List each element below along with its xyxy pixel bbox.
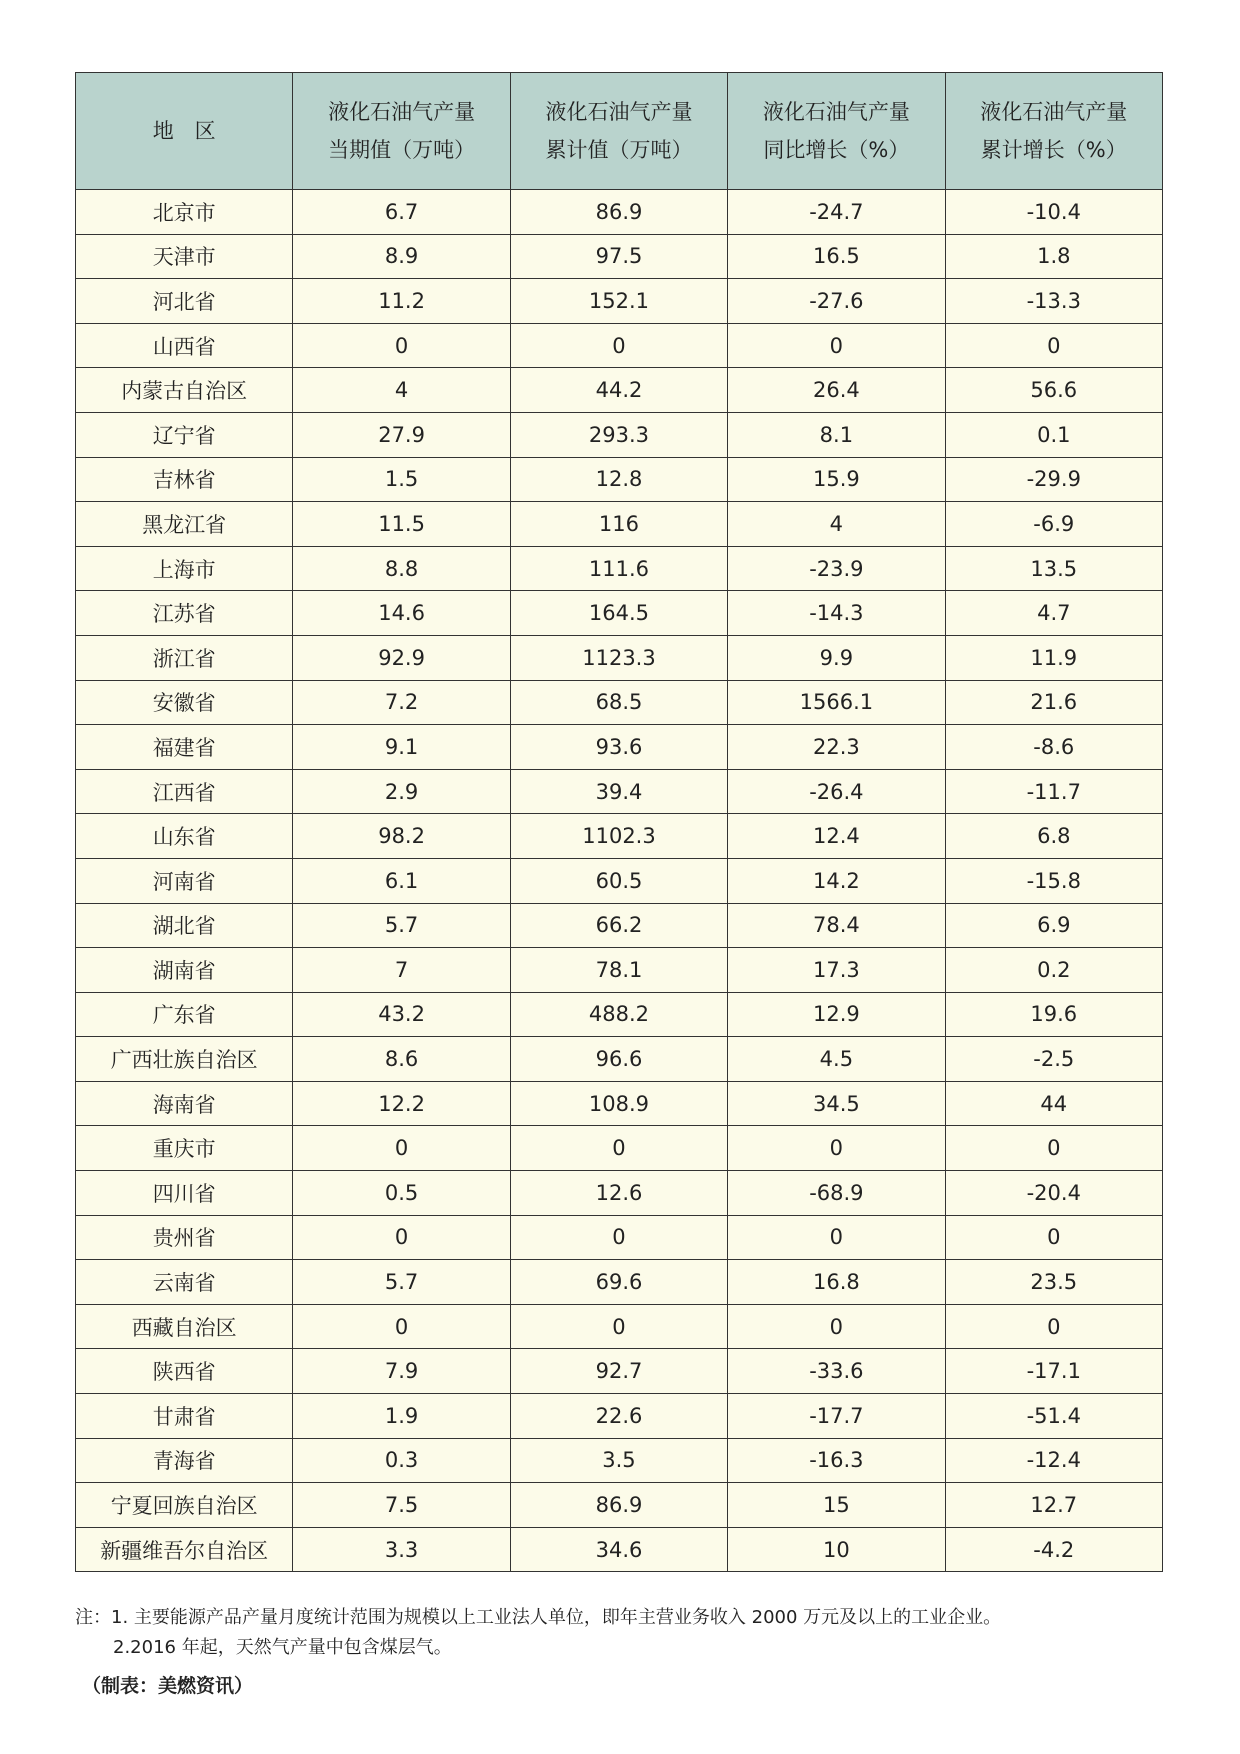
yoy-growth-cell: 0 xyxy=(728,1126,945,1171)
table-row xyxy=(76,591,1163,636)
yoy-growth-cell: 4 xyxy=(728,502,945,547)
table-row xyxy=(76,1081,1163,1126)
table-row xyxy=(76,234,1163,279)
cumulative-growth-cell: -4.2 xyxy=(945,1527,1162,1572)
cumulative-growth-cell: 11.9 xyxy=(945,635,1162,680)
table-row xyxy=(76,635,1163,680)
table-row xyxy=(76,412,1163,457)
table-row xyxy=(76,546,1163,591)
table-row xyxy=(76,1394,1163,1439)
cumulative-growth-cell: 56.6 xyxy=(945,368,1162,413)
cumulative-output-cell: 86.9 xyxy=(510,190,727,235)
table-row xyxy=(76,1215,1163,1260)
table-row xyxy=(76,725,1163,770)
cumulative-growth-cell: 21.6 xyxy=(945,680,1162,725)
table-row xyxy=(76,1126,1163,1171)
cumulative-output-cell: 12.6 xyxy=(510,1171,727,1216)
yoy-growth-cell: -24.7 xyxy=(728,190,945,235)
yoy-growth-cell: 12.9 xyxy=(728,992,945,1037)
header-label-line1: 液化石油气产量 xyxy=(980,100,1128,124)
yoy-growth-cell: 12.4 xyxy=(728,814,945,859)
table-row xyxy=(76,858,1163,903)
yoy-growth-cell: -17.7 xyxy=(728,1394,945,1439)
cumulative-growth-cell: 0 xyxy=(945,1215,1162,1260)
yoy-growth-cell: -68.9 xyxy=(728,1171,945,1216)
current-output-cell: 8.9 xyxy=(293,234,510,279)
header-label-line2: 当期值（万吨） xyxy=(328,138,476,162)
cumulative-growth-cell: -29.9 xyxy=(945,457,1162,502)
current-output-cell: 11.5 xyxy=(293,502,510,547)
table-row xyxy=(76,814,1163,859)
header-label-line2: 累计增长（%） xyxy=(980,138,1127,162)
cumulative-growth-cell: -17.1 xyxy=(945,1349,1162,1394)
cumulative-output-cell: 1102.3 xyxy=(510,814,727,859)
table-row xyxy=(76,1171,1163,1216)
cumulative-output-cell: 3.5 xyxy=(510,1438,727,1483)
current-output-cell: 7.9 xyxy=(293,1349,510,1394)
current-output-cell: 98.2 xyxy=(293,814,510,859)
yoy-growth-cell: -27.6 xyxy=(728,279,945,324)
table-row xyxy=(76,457,1163,502)
header-column-4 xyxy=(945,73,1162,190)
cumulative-output-cell: 68.5 xyxy=(510,680,727,725)
footnotes xyxy=(75,1603,1165,1663)
current-output-cell: 0.3 xyxy=(293,1438,510,1483)
current-output-cell: 12.2 xyxy=(293,1081,510,1126)
cumulative-growth-cell: -8.6 xyxy=(945,725,1162,770)
table-row xyxy=(76,1349,1163,1394)
cumulative-growth-cell: -13.3 xyxy=(945,279,1162,324)
region-cell: 上海市 xyxy=(76,546,293,591)
current-output-cell: 5.7 xyxy=(293,903,510,948)
footnote-2: 2.2016 年起，天然气产量中包含煤层气。 xyxy=(113,1637,452,1658)
current-output-cell: 4 xyxy=(293,368,510,413)
region-cell: 浙江省 xyxy=(76,635,293,680)
header-column-2 xyxy=(510,73,727,190)
region-cell: 天津市 xyxy=(76,234,293,279)
cumulative-growth-cell: -15.8 xyxy=(945,858,1162,903)
cumulative-growth-cell: 1.8 xyxy=(945,234,1162,279)
cumulative-output-cell: 488.2 xyxy=(510,992,727,1037)
header-label-line1: 地 区 xyxy=(152,119,216,143)
yoy-growth-cell: -16.3 xyxy=(728,1438,945,1483)
yoy-growth-cell: 15 xyxy=(728,1483,945,1528)
region-cell: 河北省 xyxy=(76,279,293,324)
lpg-production-table-wrapper xyxy=(75,72,1163,1572)
yoy-growth-cell: -23.9 xyxy=(728,546,945,591)
current-output-cell: 1.5 xyxy=(293,457,510,502)
cumulative-growth-cell: -10.4 xyxy=(945,190,1162,235)
table-row xyxy=(76,948,1163,993)
yoy-growth-cell: 14.2 xyxy=(728,858,945,903)
cumulative-output-cell: 1123.3 xyxy=(510,635,727,680)
region-cell: 湖北省 xyxy=(76,903,293,948)
yoy-growth-cell: 1566.1 xyxy=(728,680,945,725)
yoy-growth-cell: 15.9 xyxy=(728,457,945,502)
cumulative-growth-cell: 4.7 xyxy=(945,591,1162,636)
current-output-cell: 9.1 xyxy=(293,725,510,770)
cumulative-output-cell: 22.6 xyxy=(510,1394,727,1439)
cumulative-output-cell: 93.6 xyxy=(510,725,727,770)
current-output-cell: 0 xyxy=(293,323,510,368)
yoy-growth-cell: 0 xyxy=(728,323,945,368)
header-label-line1: 液化石油气产量 xyxy=(328,100,476,124)
header-label-line1: 液化石油气产量 xyxy=(545,100,693,124)
lpg-production-table xyxy=(75,72,1163,1572)
yoy-growth-cell: -33.6 xyxy=(728,1349,945,1394)
table-row xyxy=(76,680,1163,725)
cumulative-output-cell: 0 xyxy=(510,1215,727,1260)
current-output-cell: 8.6 xyxy=(293,1037,510,1082)
current-output-cell: 43.2 xyxy=(293,992,510,1037)
cumulative-output-cell: 116 xyxy=(510,502,727,547)
region-cell: 甘肃省 xyxy=(76,1394,293,1439)
region-cell: 青海省 xyxy=(76,1438,293,1483)
current-output-cell: 1.9 xyxy=(293,1394,510,1439)
table-body xyxy=(76,190,1163,1572)
cumulative-output-cell: 164.5 xyxy=(510,591,727,636)
yoy-growth-cell: -14.3 xyxy=(728,591,945,636)
current-output-cell: 7.5 xyxy=(293,1483,510,1528)
header-column-3 xyxy=(728,73,945,190)
cumulative-output-cell: 108.9 xyxy=(510,1081,727,1126)
region-cell: 陕西省 xyxy=(76,1349,293,1394)
current-output-cell: 7 xyxy=(293,948,510,993)
cumulative-growth-cell: 0 xyxy=(945,1126,1162,1171)
current-output-cell: 2.9 xyxy=(293,769,510,814)
cumulative-growth-cell: 6.9 xyxy=(945,903,1162,948)
table-row xyxy=(76,992,1163,1037)
region-cell: 新疆维吾尔自治区 xyxy=(76,1527,293,1572)
cumulative-output-cell: 12.8 xyxy=(510,457,727,502)
region-cell: 山东省 xyxy=(76,814,293,859)
cumulative-growth-cell: -2.5 xyxy=(945,1037,1162,1082)
region-cell: 黑龙江省 xyxy=(76,502,293,547)
yoy-growth-cell: 16.8 xyxy=(728,1260,945,1305)
region-cell: 内蒙古自治区 xyxy=(76,368,293,413)
yoy-growth-cell: 9.9 xyxy=(728,635,945,680)
cumulative-growth-cell: -20.4 xyxy=(945,1171,1162,1216)
region-cell: 江西省 xyxy=(76,769,293,814)
cumulative-growth-cell: 0 xyxy=(945,323,1162,368)
yoy-growth-cell: 0 xyxy=(728,1304,945,1349)
region-cell: 北京市 xyxy=(76,190,293,235)
header-label-line2: 累计值（万吨） xyxy=(545,138,693,162)
cumulative-growth-cell: 13.5 xyxy=(945,546,1162,591)
cumulative-output-cell: 66.2 xyxy=(510,903,727,948)
header-column-1 xyxy=(293,73,510,190)
current-output-cell: 27.9 xyxy=(293,412,510,457)
current-output-cell: 11.2 xyxy=(293,279,510,324)
cumulative-growth-cell: 44 xyxy=(945,1081,1162,1126)
cumulative-output-cell: 0 xyxy=(510,1304,727,1349)
table-credit: （制表：美燃资讯） xyxy=(82,1675,254,1697)
cumulative-output-cell: 60.5 xyxy=(510,858,727,903)
region-cell: 福建省 xyxy=(76,725,293,770)
yoy-growth-cell: 8.1 xyxy=(728,412,945,457)
current-output-cell: 92.9 xyxy=(293,635,510,680)
table-row xyxy=(76,903,1163,948)
yoy-growth-cell: 0 xyxy=(728,1215,945,1260)
cumulative-output-cell: 39.4 xyxy=(510,769,727,814)
cumulative-growth-cell: 0.2 xyxy=(945,948,1162,993)
cumulative-growth-cell: -11.7 xyxy=(945,769,1162,814)
table-row xyxy=(76,368,1163,413)
region-cell: 山西省 xyxy=(76,323,293,368)
cumulative-output-cell: 293.3 xyxy=(510,412,727,457)
table-row xyxy=(76,1438,1163,1483)
current-output-cell: 3.3 xyxy=(293,1527,510,1572)
current-output-cell: 0 xyxy=(293,1304,510,1349)
cumulative-growth-cell: -12.4 xyxy=(945,1438,1162,1483)
cumulative-growth-cell: -51.4 xyxy=(945,1394,1162,1439)
region-cell: 湖南省 xyxy=(76,948,293,993)
cumulative-output-cell: 97.5 xyxy=(510,234,727,279)
cumulative-output-cell: 0 xyxy=(510,1126,727,1171)
region-cell: 广西壮族自治区 xyxy=(76,1037,293,1082)
table-row xyxy=(76,769,1163,814)
table-row xyxy=(76,279,1163,324)
current-output-cell: 0.5 xyxy=(293,1171,510,1216)
yoy-growth-cell: 78.4 xyxy=(728,903,945,948)
header-label-line1: 液化石油气产量 xyxy=(762,100,910,124)
region-cell: 江苏省 xyxy=(76,591,293,636)
region-cell: 宁夏回族自治区 xyxy=(76,1483,293,1528)
current-output-cell: 0 xyxy=(293,1126,510,1171)
yoy-growth-cell: 34.5 xyxy=(728,1081,945,1126)
header-region xyxy=(76,73,293,190)
cumulative-growth-cell: 12.7 xyxy=(945,1483,1162,1528)
region-cell: 安徽省 xyxy=(76,680,293,725)
cumulative-output-cell: 0 xyxy=(510,323,727,368)
yoy-growth-cell: 4.5 xyxy=(728,1037,945,1082)
table-row xyxy=(76,323,1163,368)
current-output-cell: 5.7 xyxy=(293,1260,510,1305)
table-row xyxy=(76,1304,1163,1349)
cumulative-output-cell: 111.6 xyxy=(510,546,727,591)
region-cell: 广东省 xyxy=(76,992,293,1037)
yoy-growth-cell: 10 xyxy=(728,1527,945,1572)
cumulative-output-cell: 78.1 xyxy=(510,948,727,993)
table-row xyxy=(76,1483,1163,1528)
header-label-line2: 同比增长（%） xyxy=(763,138,910,162)
yoy-growth-cell: 22.3 xyxy=(728,725,945,770)
footnote-1: 注：1. 主要能源产品产量月度统计范围为规模以上工业法人单位，即年主营业务收入 2000 万元及以上的工业企业。 xyxy=(75,1607,1002,1628)
cumulative-output-cell: 44.2 xyxy=(510,368,727,413)
cumulative-growth-cell: -6.9 xyxy=(945,502,1162,547)
yoy-growth-cell: -26.4 xyxy=(728,769,945,814)
cumulative-growth-cell: 23.5 xyxy=(945,1260,1162,1305)
cumulative-output-cell: 69.6 xyxy=(510,1260,727,1305)
table-header xyxy=(76,73,1163,190)
table-row xyxy=(76,1260,1163,1305)
region-cell: 河南省 xyxy=(76,858,293,903)
cumulative-output-cell: 152.1 xyxy=(510,279,727,324)
table-row xyxy=(76,1527,1163,1572)
region-cell: 海南省 xyxy=(76,1081,293,1126)
yoy-growth-cell: 26.4 xyxy=(728,368,945,413)
current-output-cell: 6.1 xyxy=(293,858,510,903)
region-cell: 四川省 xyxy=(76,1171,293,1216)
cumulative-output-cell: 92.7 xyxy=(510,1349,727,1394)
current-output-cell: 14.6 xyxy=(293,591,510,636)
cumulative-growth-cell: 6.8 xyxy=(945,814,1162,859)
current-output-cell: 8.8 xyxy=(293,546,510,591)
current-output-cell: 6.7 xyxy=(293,190,510,235)
region-cell: 西藏自治区 xyxy=(76,1304,293,1349)
header-row xyxy=(76,73,1163,190)
region-cell: 云南省 xyxy=(76,1260,293,1305)
region-cell: 吉林省 xyxy=(76,457,293,502)
cumulative-growth-cell: 19.6 xyxy=(945,992,1162,1037)
table-row xyxy=(76,502,1163,547)
region-cell: 贵州省 xyxy=(76,1215,293,1260)
region-cell: 重庆市 xyxy=(76,1126,293,1171)
yoy-growth-cell: 17.3 xyxy=(728,948,945,993)
cumulative-growth-cell: 0 xyxy=(945,1304,1162,1349)
cumulative-output-cell: 86.9 xyxy=(510,1483,727,1528)
region-cell: 辽宁省 xyxy=(76,412,293,457)
cumulative-output-cell: 34.6 xyxy=(510,1527,727,1572)
current-output-cell: 7.2 xyxy=(293,680,510,725)
table-row xyxy=(76,190,1163,235)
yoy-growth-cell: 16.5 xyxy=(728,234,945,279)
current-output-cell: 0 xyxy=(293,1215,510,1260)
cumulative-output-cell: 96.6 xyxy=(510,1037,727,1082)
cumulative-growth-cell: 0.1 xyxy=(945,412,1162,457)
table-row xyxy=(76,1037,1163,1082)
